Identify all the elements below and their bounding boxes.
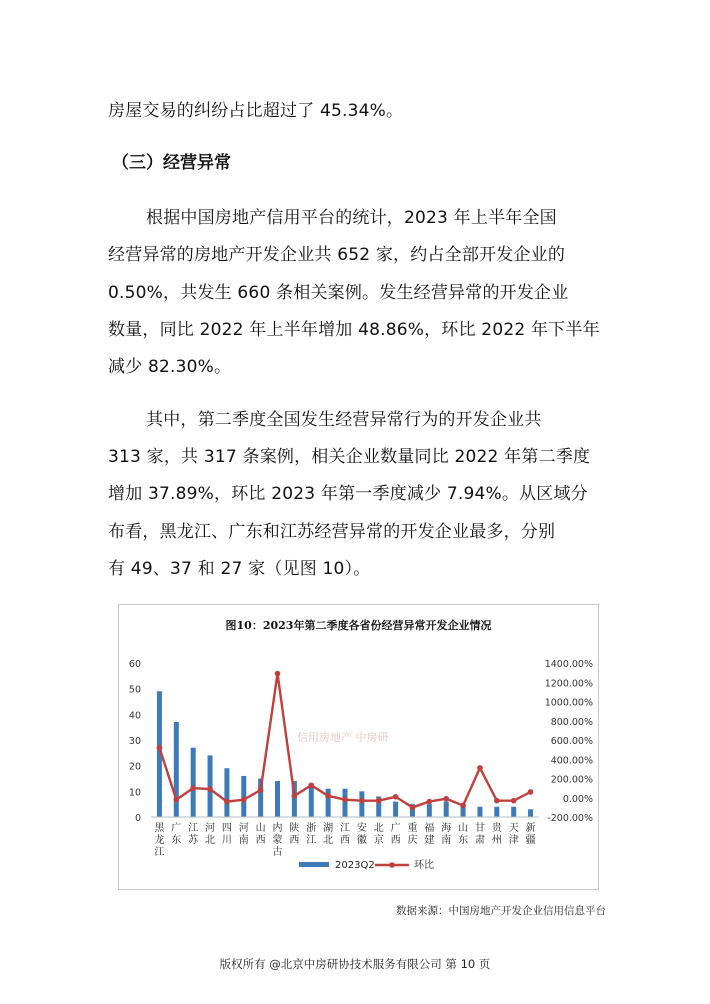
y-axis-left-tick-label: 50 [128, 684, 141, 696]
legend-label-2023q2: 2023Q2 [335, 860, 375, 871]
point-山东 [460, 803, 466, 809]
y-axis-left-tick-label: 20 [128, 761, 141, 773]
point-江苏 [190, 785, 196, 791]
point-山西 [258, 787, 264, 793]
point-海南 [443, 796, 449, 802]
x-tick-label: 甘肃 [474, 823, 485, 846]
y-axis-right-tick-label: 0.00% [562, 793, 593, 805]
point-河北 [207, 786, 213, 792]
y-axis-left-tick-label: 30 [128, 736, 141, 747]
x-tick-label: 江苏 [188, 823, 199, 846]
page-footer: 版权所有 @北京中房研协技术服务有限公司 第 10 页 [219, 957, 491, 971]
point-北京 [376, 798, 382, 804]
y-axis-left-tick-label: 10 [128, 787, 141, 799]
x-tick-label: 浙江 [306, 823, 317, 846]
x-tick-label: 内蒙古 [272, 823, 283, 858]
x-tick-label: 陕西 [289, 823, 300, 846]
y-axis-right-tick-label: 1200.00% [544, 678, 593, 690]
x-tick-label: 河南 [238, 823, 249, 846]
point-河南 [241, 797, 247, 803]
legend-marker-huanbi [389, 862, 395, 868]
bar-新疆 [528, 809, 533, 817]
point-广西 [393, 794, 399, 800]
bar-湖北 [326, 789, 331, 817]
x-tick-label: 贵州 [491, 823, 502, 846]
bar-天津 [511, 807, 516, 817]
x-tick-label: 山东 [458, 823, 469, 846]
point-天津 [511, 798, 517, 804]
bar-海南 [444, 802, 449, 817]
bar-贵州 [494, 807, 499, 817]
x-tick-label: 安徽 [356, 823, 367, 846]
point-江西 [342, 797, 348, 803]
y-axis-left-tick-label: 60 [128, 659, 141, 670]
point-陕西 [292, 793, 298, 799]
bar-浙江 [309, 784, 314, 817]
paragraph-line: 根据中国房地产信用平台的统计，2023 年上半年全国 [146, 208, 557, 228]
point-内蒙古 [275, 671, 281, 677]
point-福建 [427, 799, 433, 805]
y-axis-right-tick-label: 1400.00% [544, 659, 593, 670]
point-四川 [224, 799, 230, 805]
y-axis-right-tick-label: 600.00% [550, 736, 593, 747]
paragraph-line: 313 家，共 317 条案例，相关企业数量同比 2022 年第二季度 [108, 447, 591, 467]
bar-内蒙古 [275, 781, 280, 817]
bar-江西 [343, 789, 348, 817]
chart-svg [119, 605, 598, 889]
y-axis-right-tick-label: -200.00% [547, 813, 593, 824]
paragraph-line: 其中，第二季度全国发生经营异常行为的开发企业共 [146, 410, 542, 430]
x-tick-label: 海南 [441, 823, 452, 846]
x-tick-label: 广西 [390, 823, 401, 846]
point-安徽 [359, 798, 365, 804]
x-tick-label: 重庆 [407, 823, 418, 846]
point-黑龙江 [157, 745, 163, 751]
x-tick-label: 山西 [255, 823, 266, 846]
text-line: 房屋交易的纠纷占比超过了 45.34%。 [108, 101, 404, 121]
bar-广东 [174, 722, 179, 817]
section-heading: （三）经营异常 [112, 153, 231, 173]
point-重庆 [410, 805, 416, 811]
x-tick-label: 福建 [424, 823, 435, 846]
bar-河北 [208, 755, 213, 817]
point-广东 [174, 797, 180, 803]
y-axis-right-tick-label: 800.00% [550, 716, 593, 728]
watermark: 信用房地产 中房研 [297, 731, 389, 744]
point-湖北 [325, 793, 331, 799]
y-axis-left-tick-label: 40 [128, 710, 141, 722]
x-tick-label: 新疆 [525, 823, 536, 846]
chart-figure [118, 604, 599, 890]
x-tick-label: 北京 [373, 823, 384, 846]
point-贵州 [494, 798, 500, 804]
x-tick-label: 河北 [205, 823, 216, 846]
paragraph-line: 数量，同比 2022 年上半年增加 48.86%，环比 2022 年下半年 [108, 320, 600, 340]
bar-四川 [224, 768, 229, 817]
x-tick-label: 湖北 [323, 823, 334, 846]
point-甘肃 [477, 765, 483, 771]
paragraph-line: 布看，黑龙江、广东和江苏经营异常的开发企业最多，分别 [108, 522, 556, 542]
bar-河南 [241, 776, 246, 817]
legend-label-huanbi: 环比 [414, 860, 434, 871]
data-source: 数据来源：中国房地产开发企业信用信息平台 [396, 905, 606, 917]
x-tick-label: 四川 [221, 823, 232, 846]
bar-安徽 [359, 791, 364, 817]
bar-甘肃 [477, 807, 482, 817]
x-tick-label: 黑龙江 [154, 823, 165, 858]
y-axis-right-tick-label: 1000.00% [544, 697, 593, 709]
x-tick-label: 天津 [508, 823, 519, 846]
y-axis-right-tick-label: 400.00% [550, 755, 593, 767]
point-浙江 [308, 782, 314, 788]
bar-江苏 [191, 748, 196, 817]
point-新疆 [528, 789, 534, 795]
paragraph-line: 增加 37.89%，环比 2023 年第一季度减少 7.94%。从区域分 [108, 484, 588, 504]
bar-福建 [427, 804, 432, 817]
legend-swatch-2023q2 [299, 862, 329, 867]
y-axis-left-tick-label: 0 [134, 813, 141, 824]
x-tick-label: 广东 [171, 823, 182, 846]
bar-广西 [393, 802, 398, 817]
paragraph-line: 有 49、37 和 27 家（见图 10）。 [108, 559, 371, 579]
paragraph-line: 减少 82.30%。 [108, 357, 232, 377]
chart-title: 图10：2023年第二季度各省份经营异常开发企业情况 [225, 619, 492, 632]
y-axis-right-tick-label: 200.00% [550, 774, 593, 786]
x-tick-label: 江西 [340, 823, 350, 846]
paragraph-line: 经营异常的房地产开发企业共 652 家，约占全部开发企业的 [108, 245, 566, 265]
paragraph-line: 0.50%，共发生 660 条相关案例。发生经营异常的开发企业 [108, 283, 569, 303]
